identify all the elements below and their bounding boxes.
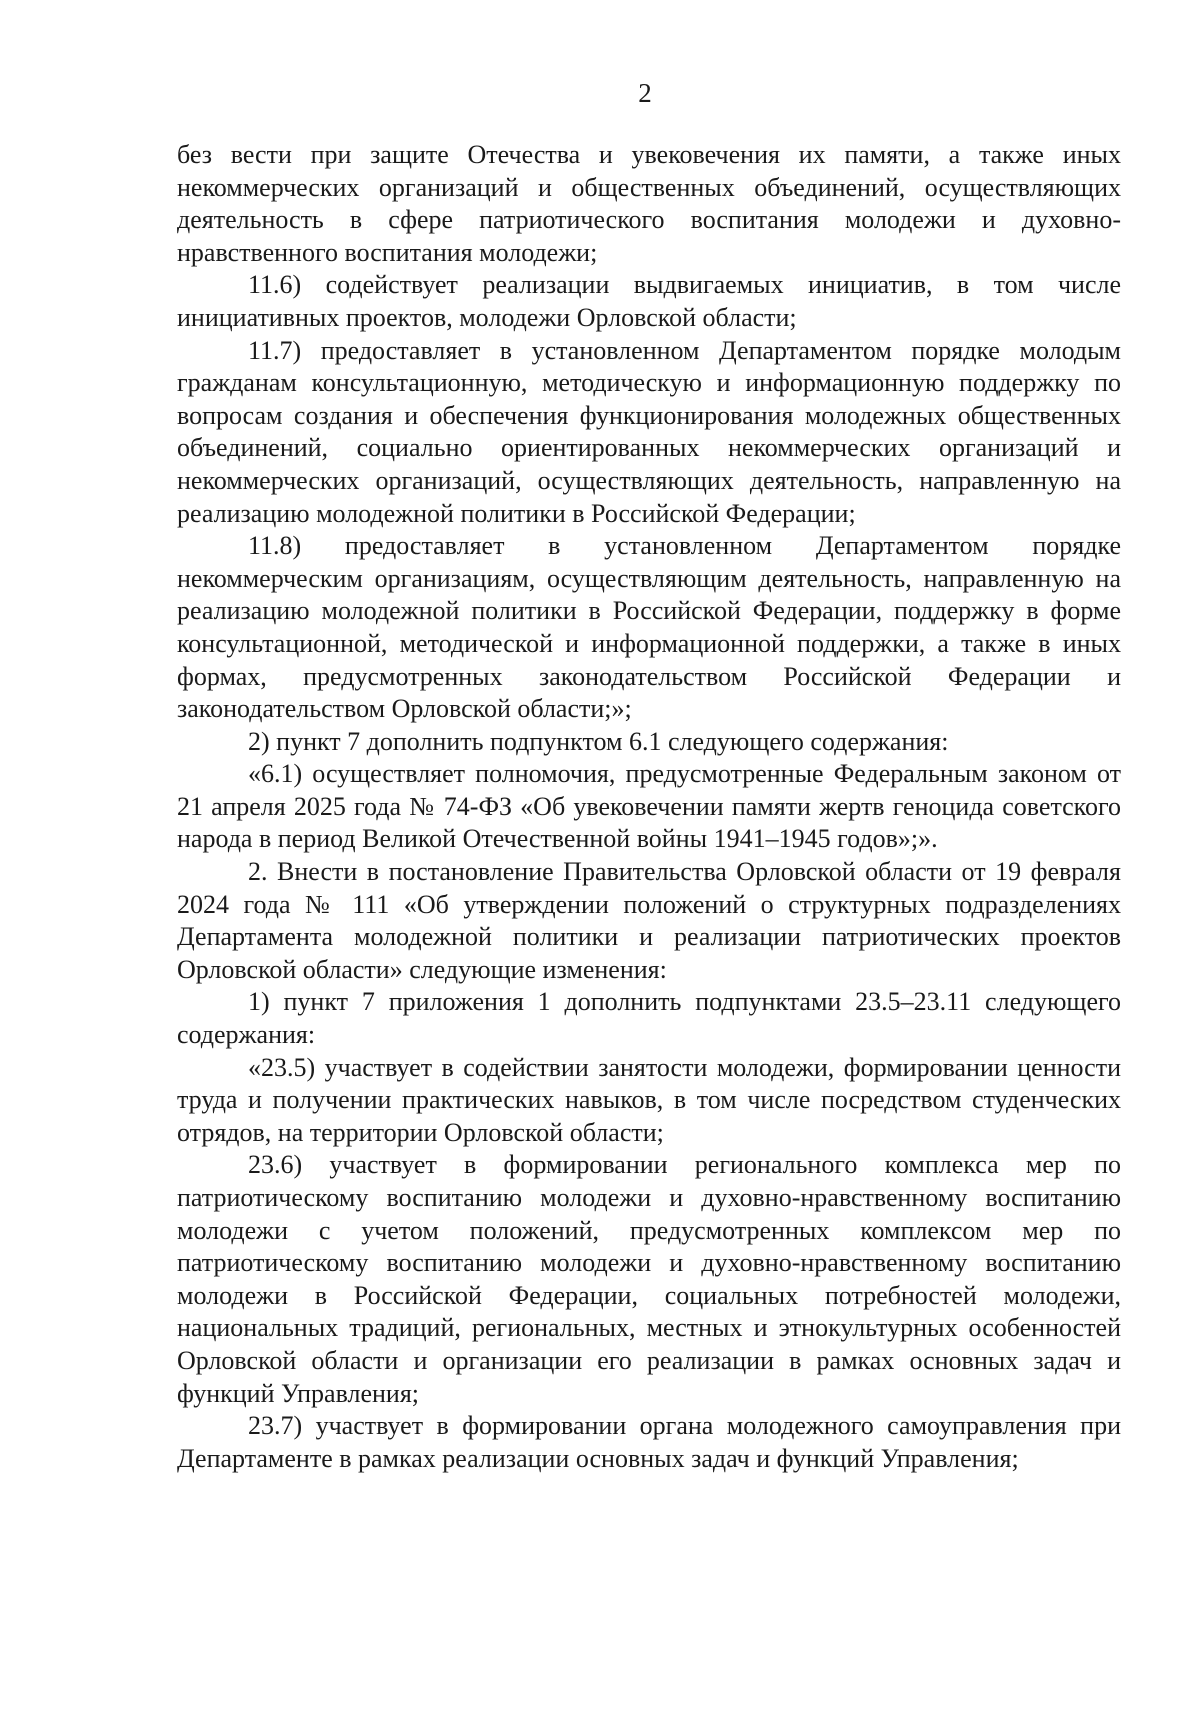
paragraph-item-23-6: 23.6) участвует в формировании регионального комплекса мер по патриотическому воспитанию молодежи и духовно-нравственному воспитанию молодежи с учетом положений, предусмотренных комплексом мер по патриотическому воспитанию молодежи и духовно-нравственному воспитанию молодежи в Российской Федерации, социальных потребностей молодежи, национальных традиций, региональных, местных и этнокультурных особенностей Орловской области и организации его реализации в рамках основных задач и функций Управления; <box>177 1150 1121 1408</box>
paragraph-item-11-8: 11.8) предоставляет в установленном Департаментом порядке некоммерческим организациям, осуществляющим деятельность, направленную на реализацию молодежной политики в Российской Федерации, поддержку в форме консультационной, методической и информационной поддержки, а также в иных формах, предусмотренных законодательством Российской Федерации и законодательством Орловской области;»; <box>177 531 1121 724</box>
paragraph-item-6-1: «6.1) осуществляет полномочия, предусмотренные Федеральным законом от 21 апреля 2025 года № 74-ФЗ «Об увековечении памяти жертв геноцида советского народа в период Великой Отечественной войны 1941–1945 годов»;». <box>177 759 1121 854</box>
paragraph-item-11-7: 11.7) предоставляет в установленном Департаментом порядке молодым гражданам консультационную, методическую и информационную поддержку по вопросам создания и обеспечения функционирования молодежных общественных объединений, социально ориентированных некоммерческих организаций и некоммерческих организаций, осуществляющих деятельность, направленную на реализацию молодежной политики в Российской Федерации; <box>177 335 1121 528</box>
paragraph-item-23-7: 23.7) участвует в формировании органа молодежного самоуправления при Департаменте в рамках реализации основных задач и функций Управления; <box>177 1411 1121 1473</box>
paragraph-item-11-6: 11.6) содействует реализации выдвигаемых инициатив, в том числе инициативных проектов, молодежи Орловской области; <box>177 270 1121 332</box>
document-body <box>177 139 1121 1475</box>
page-number: 2 <box>638 78 652 108</box>
paragraph-continuation: без вести при защите Отечества и увековечения их памяти, а также иных некоммерческих организаций и общественных объединений, осуществляющих деятельность в сфере патриотического воспитания молодежи и духовно-нравственного воспитания молодежи; <box>177 140 1121 267</box>
paragraph-section-2: 2. Внести в постановление Правительства Орловской области от 19 февраля 2024 года № 111 «Об утверждении положений о структурных подразделениях Департамента молодежной политики и реализации патриотических проектов Орловской области» следующие изменения: <box>177 857 1121 984</box>
paragraph-amendment-1: 1) пункт 7 приложения 1 дополнить подпунктами 23.5–23.11 следующего содержания: <box>177 987 1121 1050</box>
paragraph-item-23-5: «23.5) участвует в содействии занятости молодежи, формировании ценности труда и получении практических навыков, в том числе посредством студенческих отрядов, на территории Орловской области; <box>177 1052 1121 1147</box>
paragraph-amendment-2: 2) пункт 7 дополнить подпунктом 6.1 следующего содержания: <box>248 726 949 756</box>
